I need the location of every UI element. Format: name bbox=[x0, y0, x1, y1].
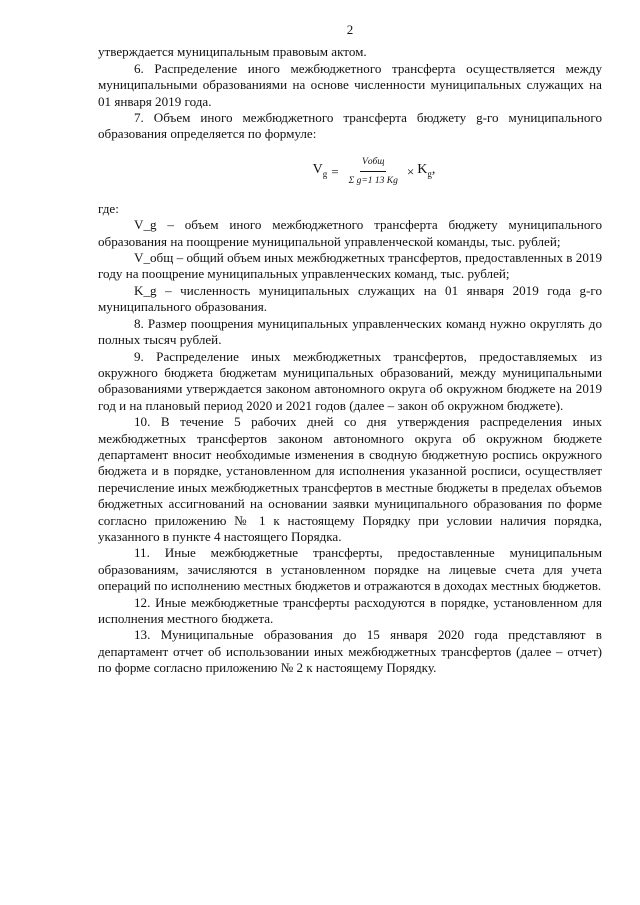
paragraph-continuation: утверждается муниципальным правовым актом. bbox=[98, 44, 367, 60]
formula-equals: = bbox=[331, 163, 339, 179]
formula-lhs: $V_g$ bbox=[312, 161, 328, 179]
page-number: 2 bbox=[346, 22, 354, 37]
paragraph-6: 6. Распределение иного межбюджетного трансферта осуществляется между муниципальными образованиями на основе численности муниципальных служащих на 01 января 2019 года. bbox=[98, 60, 602, 109]
where-label: где: bbox=[98, 200, 119, 216]
formula bbox=[98, 143, 602, 201]
formula-denominator: Σ g=1 13 Kg bbox=[348, 176, 398, 187]
paragraph-9: 9. Распределение иных межбюджетных трансфертов, предоставляемых из окружного бюджета бюджетам муниципальных образований, между муниципальными образованиями утверждается законом автономного округа об окружном бюджете на 2019 год и на плановый период 2020 и 2021 годов (далее – закон об окружном бюджете). bbox=[98, 348, 602, 413]
formula-rhs: $K_g$, bbox=[417, 161, 436, 179]
formula-times: × bbox=[406, 163, 415, 179]
formula-numerator: Vобщ bbox=[360, 154, 386, 172]
paragraph-10: 10. В течение 5 рабочих дней со дня утверждения распределения иных межбюджетных трансфертов законом автономного округа об окружном бюджете департамент вносит необходимые изменения в сводную бюджетную роспись окружного бюджета и в порядке, установленном для исполнения указанной росписи, осуществляет перечисление иных межбюджетных трансфертов в местные бюджеты в пределах объемов бюджетных ассигнований на основании заявки муниципального образования по форме согласно приложению № 1 к настоящему Порядку при условии наличия порядка, указанного в пункте 4 настоящего Порядка. bbox=[98, 414, 602, 544]
formula-fraction bbox=[347, 154, 400, 190]
paragraph-13: 13. Муниципальные образования до 15 января 2020 года представляют в департамент отчет об использовании иных межбюджетных трансфертов (далее – отчет) по форме согласно приложению № 2 к настоящему Порядку. bbox=[98, 627, 602, 676]
definition-kg: K_g – численность муниципальных служащих на 01 января 2019 года g-го муниципального образования. bbox=[98, 282, 602, 315]
paragraph-8: 8. Размер поощрения муниципальных управленческих команд нужно округлять до полных тысяч рублей. bbox=[98, 315, 602, 348]
definition-vobsh: V_общ – общий объем иных межбюджетных трансфертов, предоставленных в 2019 году на поощрение муниципальных управленческих команд, тыс. рублей; bbox=[98, 250, 602, 282]
paragraph-12: 12. Иные межбюджетные трансферты расходуются в порядке, установленном для исполнения местного бюджета. bbox=[98, 594, 602, 626]
definition-vg: V_g – объем иного межбюджетного трансферта бюджету муниципального образования на поощрение муниципальной управленческой команды, тыс. рублей; bbox=[98, 217, 602, 249]
paragraph-7: 7. Объем иного межбюджетного трансферта бюджету g-го муниципального образования определяется по формуле: bbox=[98, 110, 602, 142]
paragraph-11: 11. Иные межбюджетные трансферты, предоставленные муниципальным образованиям, зачисляются в установленном порядке на лицевые счета для учета операций по исполнению местных бюджетов и отражаются в доходах местных бюджетов. bbox=[98, 545, 602, 594]
